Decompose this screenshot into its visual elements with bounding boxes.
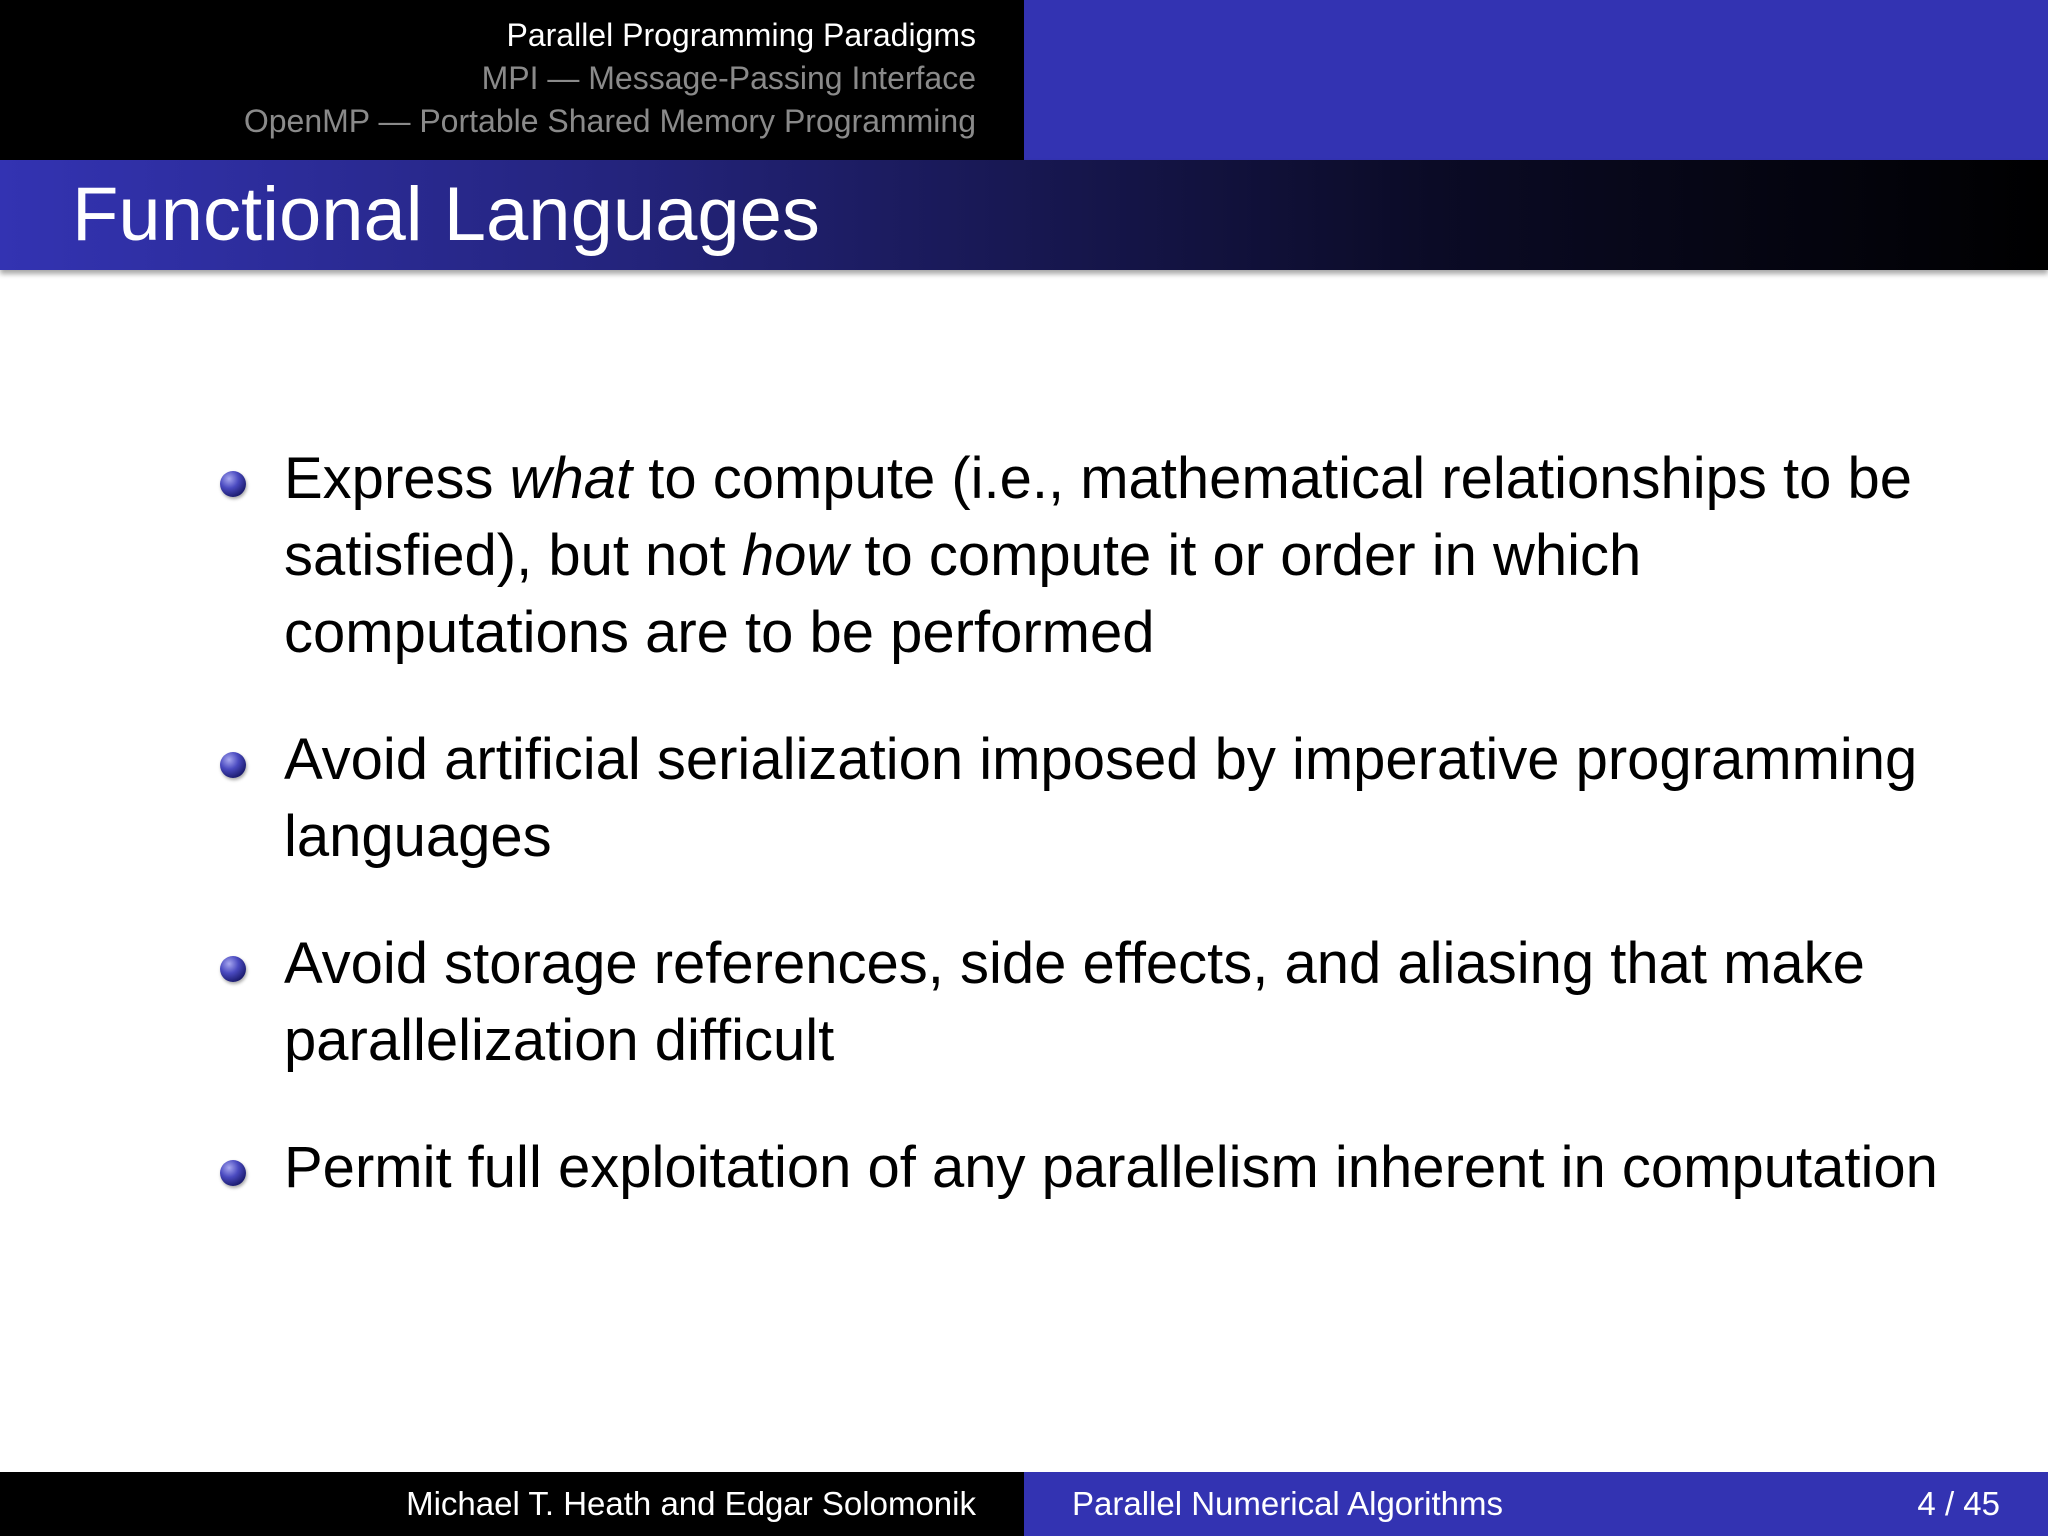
section-navigation [0,0,1024,160]
frame-title: Functional Languages [72,172,820,257]
bullet-text-part: Express [284,446,510,511]
bullet-ball-icon [220,471,246,497]
bullet-ball-icon [220,752,246,778]
bullet-item-3 [220,925,1940,1079]
bullet-list [220,440,1940,1206]
footer-title-panel [1024,1472,2048,1536]
nav-item-section-1[interactable]: Parallel Programming Paradigms [506,17,976,53]
footer-title: Parallel Numerical Algorithms [1072,1485,1503,1522]
bullet-ball-icon [220,1160,246,1186]
frame-title-bar [0,160,2048,270]
bullet-text-part: to compute (i.e., mathematical relationships to be satisfied), but not [284,446,1913,588]
header-navigation [0,0,2048,160]
footer-authors-panel [0,1472,1024,1536]
nav-item-section-2[interactable]: MPI — Message-Passing Interface [481,60,976,96]
bullet-text-part: to compute it or order in which computations are to be performed [284,523,1642,665]
nav-item-section-3[interactable]: OpenMP — Portable Shared Memory Programming [243,103,976,139]
page-number: 4 / 45 [1917,1485,2000,1522]
bullet-text-part: Permit full exploitation of any parallelism inherent in computation [284,1135,1938,1200]
bullet-text-part: Avoid storage references, side effects, and aliasing that make parallelization difficult [284,931,1865,1073]
footer-authors: Michael T. Heath and Edgar Solomonik [406,1485,976,1522]
bullet-ball-icon [220,956,246,982]
bullet-item-2 [220,721,1940,875]
header-blue-panel [1024,0,2048,160]
bullet-item-1 [220,440,1940,671]
bullet-text-part: Avoid artificial serialization imposed by imperative programming languages [284,727,1918,869]
bullet-text-italic: how [741,523,849,588]
footer [0,1472,2048,1536]
bullet-text-italic: what [509,446,633,511]
bullet-item-4 [220,1129,1940,1206]
